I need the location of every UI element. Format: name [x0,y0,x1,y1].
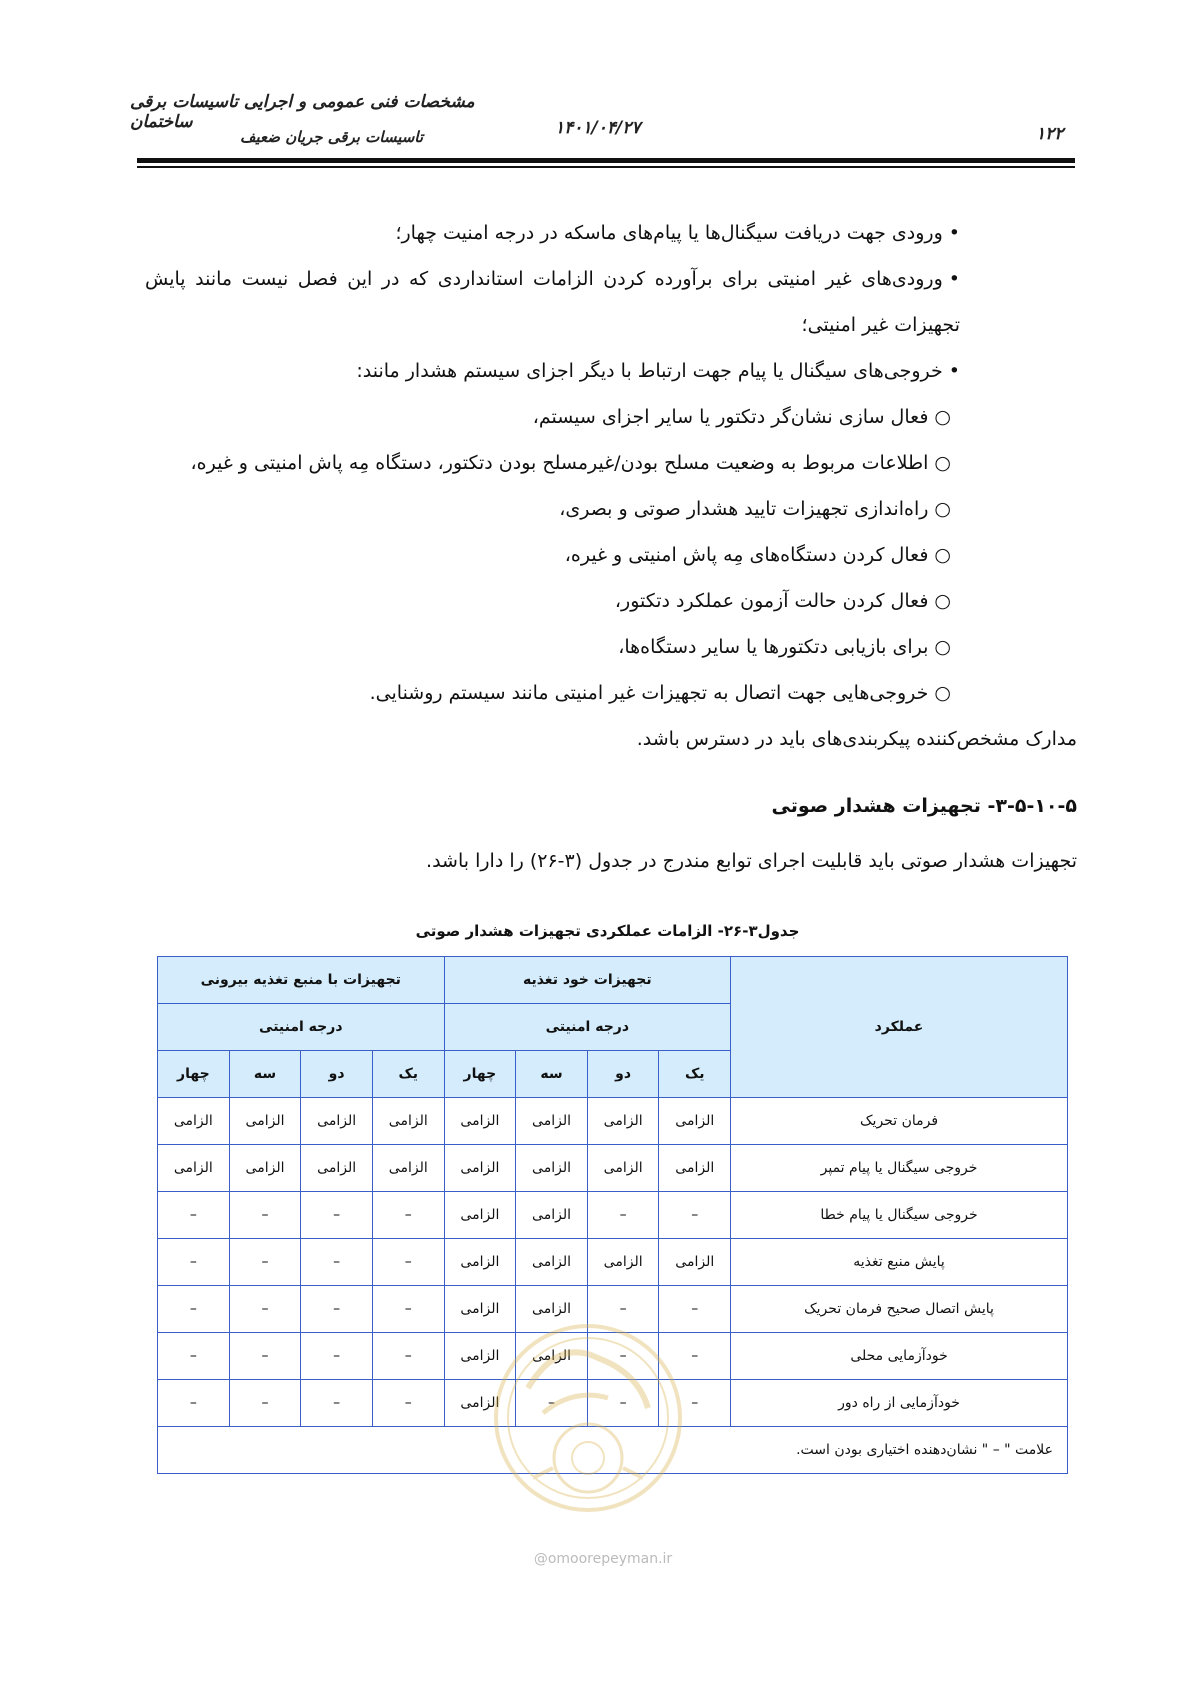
table-cell: الزامی [516,1286,588,1333]
table-cell: – [301,1286,373,1333]
bullet-item-1 [395,222,960,244]
table-cell: – [301,1192,373,1239]
table-cell: – [372,1380,444,1427]
table-cell: الزامی [301,1145,373,1192]
bullet-item-3 [356,360,960,382]
circle-bullet-icon: ○ [934,544,951,566]
table-cell: – [372,1239,444,1286]
grade-header: درجه امنیتی [158,1004,445,1051]
table-cell: الزامی [659,1145,731,1192]
table-cell: – [659,1380,731,1427]
group-header-self-powered: تجهیزات خود تغذیه [444,957,731,1004]
page-number: ۱۲۲ [1036,124,1064,144]
table-row [158,1145,1068,1192]
table-cell: الزامی [587,1098,659,1145]
table-cell: الزامی [372,1145,444,1192]
bullet-text: ورودی‌های غیر امنیتی برای برآورده کردن الزامات استانداردی که در این فصل نیست مانند پایش [145,268,943,290]
function-cell: خروجی سیگنال یا پیام تمپر [731,1145,1068,1192]
table-cell: – [229,1192,301,1239]
header-subtitle: تاسیسات برقی جریان ضعیف [240,128,424,146]
table-cell: – [372,1333,444,1380]
table-cell: – [229,1380,301,1427]
function-cell: پایش منبع تغذیه [731,1239,1068,1286]
table-cell: – [229,1239,301,1286]
table-cell: – [229,1333,301,1380]
bullet-item-2 [145,268,960,290]
table-cell: – [372,1192,444,1239]
closing-paragraph: مدارک مشخص‌کننده پیکربندی‌های باید در دسترس باشد. [636,728,1077,750]
grade-column-header: یک [372,1051,444,1098]
sub-item: ○خروجی‌هایی جهت اتصال به تجهیزات غیر امنیتی مانند سیستم روشنایی. [369,682,951,704]
table-cell: الزامی [516,1192,588,1239]
grade-column-header: دو [587,1051,659,1098]
table-cell: الزامی [587,1145,659,1192]
table-row [158,1192,1068,1239]
bullet-text: خروجی‌های سیگنال یا پیام جهت ارتباط با دیگر اجزای سیستم هشدار مانند: [356,360,943,382]
table-cell: – [659,1333,731,1380]
table-row [158,1098,1068,1145]
table-row [158,1239,1068,1286]
bullet-mark: • [948,360,960,382]
sub-item: ○فعال کردن حالت آزمون عملکرد دتکتور، [614,590,951,612]
circle-bullet-icon: ○ [934,498,951,520]
header-date: ۱۴۰۱/۰۴/۲۷ [555,118,641,138]
grade-header: درجه امنیتی [444,1004,731,1051]
grade-column-header: سه [516,1051,588,1098]
table-cell: – [158,1333,230,1380]
sub-item: ○راه‌اندازی تجهیزات تایید هشدار صوتی و بصری، [559,498,951,520]
table-caption: جدول۳-۲۶- الزامات عملکردی تجهیزات هشدار صوتی [415,922,800,940]
function-cell: پایش اتصال صحیح فرمان تحریک [731,1286,1068,1333]
function-cell: خودآزمایی از راه دور [731,1380,1068,1427]
table-cell: الزامی [516,1239,588,1286]
watermark-seal-icon [488,1318,688,1548]
table-cell: – [372,1286,444,1333]
table-cell: – [301,1380,373,1427]
sub-item: ○فعال سازی نشان‌گر دتکتور یا سایر اجزای سیستم، [532,406,951,428]
grade-column-header: دو [301,1051,373,1098]
circle-bullet-icon: ○ [934,636,951,658]
grade-column-header: سه [229,1051,301,1098]
table-cell: الزامی [444,1145,516,1192]
sub-item: ○فعال کردن دستگاه‌های مِه پاش امنیتی و غیره، [564,544,951,566]
grade-column-header: یک [659,1051,731,1098]
table-cell: – [516,1380,588,1427]
table-cell: الزامی [372,1098,444,1145]
grade-column-header: چهار [158,1051,230,1098]
sub-item: ○برای بازیابی دتکتورها یا سایر دستگاه‌ها، [618,636,951,658]
function-cell: خودآزمایی محلی [731,1333,1068,1380]
bullet-item-2-continued: تجهیزات غیر امنیتی؛ [801,314,960,336]
table-cell: الزامی [158,1145,230,1192]
bullet-mark: • [948,268,960,290]
table-cell: الزامی [659,1098,731,1145]
header-rule-thick [137,158,1075,163]
table-cell: الزامی [158,1098,230,1145]
table-cell: – [158,1286,230,1333]
table-cell: الزامی [229,1145,301,1192]
bullet-text: ورودی جهت دریافت سیگنال‌ها یا پیام‌های ماسکه در درجه امنیت چهار؛ [395,222,943,244]
table-cell: الزامی [229,1098,301,1145]
header-rule-thin [137,166,1075,168]
group-header-external-power: تجهیزات با منبع تغذیه بیرونی [158,957,445,1004]
table-cell: الزامی [516,1333,588,1380]
table-cell: – [158,1239,230,1286]
table-cell: – [587,1333,659,1380]
table-cell: الزامی [444,1098,516,1145]
table-cell: الزامی [444,1192,516,1239]
circle-bullet-icon: ○ [934,406,951,428]
table-cell: – [229,1286,301,1333]
table-cell: – [659,1286,731,1333]
header-title: مشخصات فنی عمومی و اجرایی تاسیسات برقی ساختمان [130,92,475,132]
sub-item: ○اطلاعات مربوط به وضعیت مسلح بودن/غیرمسلح بودن دتکتور، دستگاه مِه پاش امنیتی و غیره، [190,452,951,474]
function-cell: خروجی سیگنال یا پیام خطا [731,1192,1068,1239]
table-cell: – [587,1192,659,1239]
watermark-url: @omoorepeyman.ir [533,1551,673,1567]
section-heading: ۳-۵-۱۰-۵- تجهیزات هشدار صوتی [771,795,1077,817]
table-cell: الزامی [516,1098,588,1145]
table-cell: الزامی [587,1239,659,1286]
table-cell: – [158,1192,230,1239]
column-header-function: عملکرد [731,957,1068,1098]
section-paragraph: تجهیزات هشدار صوتی باید قابلیت اجرای توابع مندرج در جدول (۳-۲۶) را دارا باشد. [426,850,1077,872]
circle-bullet-icon: ○ [934,590,951,612]
table-cell: – [158,1380,230,1427]
circle-bullet-icon: ○ [934,682,951,704]
circle-bullet-icon: ○ [934,452,951,474]
table-cell: الزامی [659,1239,731,1286]
bullet-mark: • [948,222,960,244]
table-cell: الزامی [444,1333,516,1380]
table-cell: – [301,1333,373,1380]
table-cell: – [587,1380,659,1427]
table-cell: الزامی [444,1239,516,1286]
table-cell: – [587,1286,659,1333]
table-cell: الزامی [444,1286,516,1333]
function-cell: فرمان تحریک [731,1098,1068,1145]
grade-column-header: چهار [444,1051,516,1098]
table-cell: الزامی [516,1145,588,1192]
table-cell: – [659,1192,731,1239]
table-cell: الزامی [301,1098,373,1145]
table-note: علامت " – " نشان‌دهنده اختیاری بودن است. [158,1427,1068,1474]
table-cell: الزامی [444,1380,516,1427]
table-cell: – [301,1239,373,1286]
